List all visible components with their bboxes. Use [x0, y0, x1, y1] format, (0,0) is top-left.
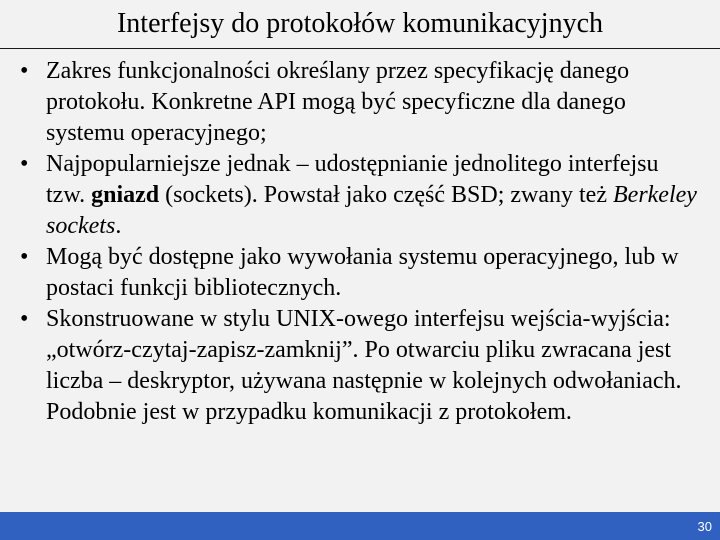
bullet-list — [0, 56, 700, 428]
bullet-text: . — [115, 213, 122, 239]
bullet-item — [0, 56, 700, 149]
bullet-item — [0, 149, 700, 242]
bullet-text-italic: Berkeley sockets — [46, 182, 697, 239]
bullet-marker: • — [20, 306, 29, 332]
bullet-text: Mogą być dostępne jako wywołania systemu operacyjnego, lub w postaci funkcji bibliotecznych. — [46, 244, 679, 301]
bullet-text: (sockets). Powstał jako część BSD; zwany też — [159, 182, 613, 208]
bullet-text: Zakres funkcjonalności określany przez specyfikację danego protokołu. Konkretne API mogą być specyficzne dla danego systemu operacyjnego; — [46, 58, 630, 146]
bullet-marker: • — [20, 151, 29, 177]
bullet-item — [0, 242, 700, 304]
bullet-item — [0, 304, 700, 428]
slide-title: Interfejsy do protokołów komunikacyjnych — [116, 8, 603, 39]
bullet-text: Skonstruowane w stylu UNIX-owego interfejsu wejścia-wyjścia: „otwórz-czytaj-zapisz-zamknij”. Po otwarciu pliku zwracana jest liczba – deskryptor, używana następnie w kolejnych odwołaniach. Podobnie jest w przypadku komunikacji z protokołem. — [46, 306, 682, 425]
footer-bar — [0, 512, 720, 540]
page-number: 30 — [697, 519, 712, 534]
bullet-text-bold: gniazd — [91, 182, 160, 208]
title-divider — [0, 48, 720, 49]
bullet-marker: • — [20, 244, 29, 270]
bullet-text: Najpopularniejsze jednak – udostępnianie jednolitego interfejsu tzw. — [46, 151, 659, 208]
bullet-marker: • — [20, 58, 29, 84]
